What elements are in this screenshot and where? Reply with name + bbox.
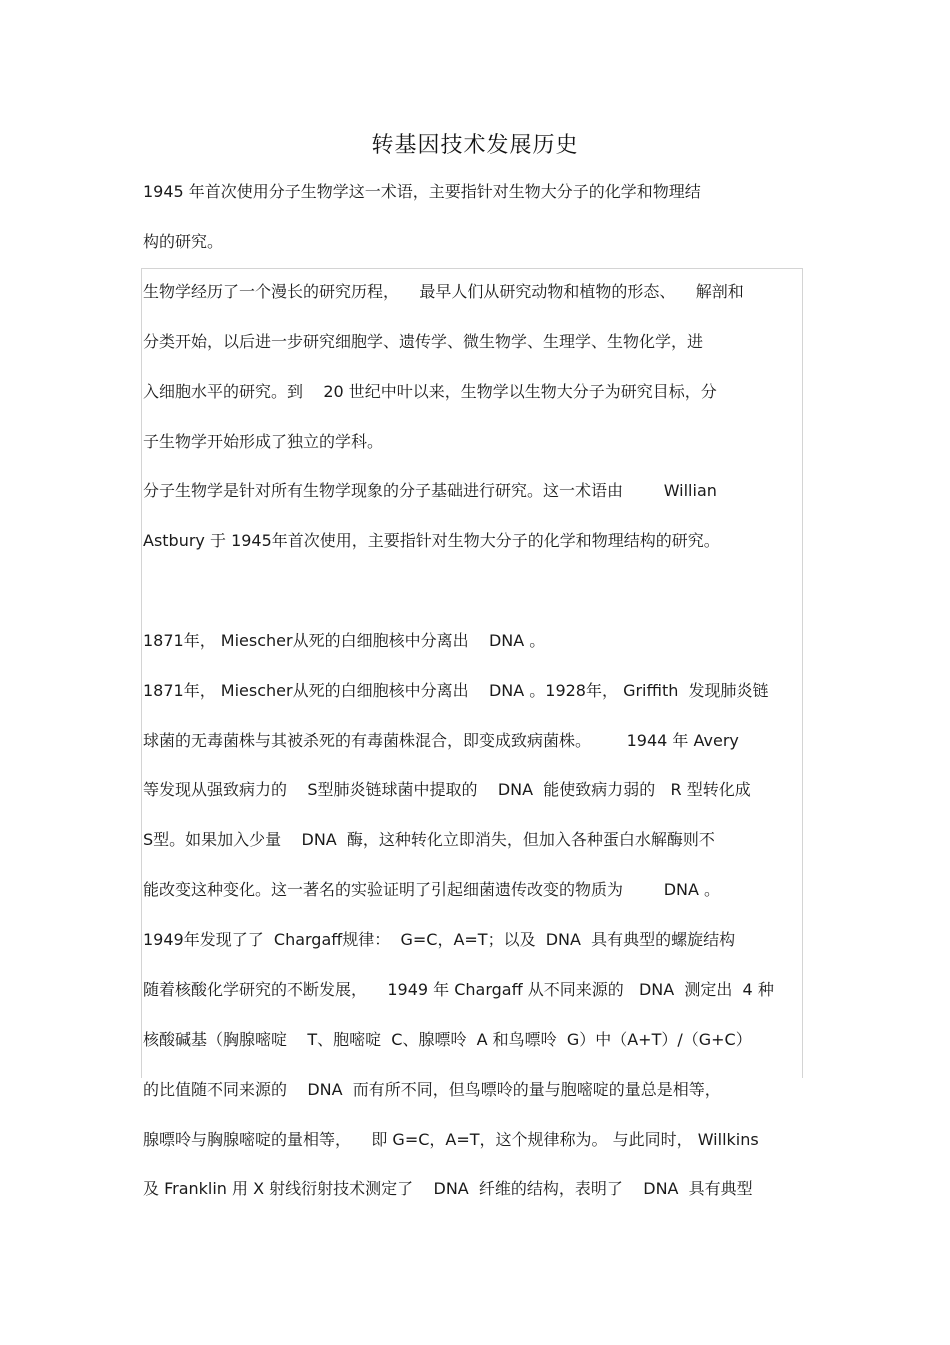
paragraph-line: Astbury 于 1945年首次使用，主要指针对生物大分子的化学和物理结构的研究。 [143, 531, 720, 550]
paragraph-line: 入细胞水平的研究。到 20 世纪中叶以来，生物学以生物大分子为研究目标，分 [143, 382, 717, 401]
paragraph-line: 的比值随不同来源的 DNA 而有所不同，但鸟嘌呤的量与胞嘧啶的量总是相等， [143, 1080, 721, 1099]
paragraph-line: 能改变这种变化。这一著名的实验证明了引起细菌遗传改变的物质为 DNA 。 [143, 880, 721, 899]
paragraph-line: S型。如果加入少量 DNA 酶，这种转化立即消失，但加入各种蛋白水解酶则不 [143, 830, 715, 849]
paragraph-line: 分子生物学是针对所有生物学现象的分子基础进行研究。这一术语由 Willian [143, 481, 717, 500]
paragraph-line: 及 Franklin 用 X 射线衍射技术测定了 DNA 纤维的结构，表明了 DNA 具有典型 [143, 1179, 753, 1198]
paragraph-line: 分类开始，以后进一步研究细胞学、遗传学、微生物学、生理学、生物化学，进 [143, 332, 704, 351]
paragraph-line: 1871年， Miescher从死的白细胞核中分离出 DNA 。 [143, 631, 546, 650]
paragraph-line: 随着核酸化学研究的不断发展， 1949 年 Chargaff 从不同来源的 DNA 测定出 4 种 [143, 980, 774, 999]
paragraph-line: 1945 年首次使用分子生物学这一术语，主要指针对生物大分子的化学和物理结 [143, 182, 701, 201]
paragraph-line: 子生物学开始形成了独立的学科。 [143, 432, 384, 451]
document-title: 转基因技术发展历史 [371, 133, 579, 158]
paragraph-line: 核酸碱基（胸腺嘧啶 T、胞嘧啶 C、腺嘌呤 A 和鸟嘌呤 G）中（A+T）/（G+C） [143, 1030, 752, 1049]
paragraph-line: 构的研究。 [143, 232, 224, 251]
paragraph-line: 1871年， Miescher从死的白细胞核中分离出 DNA 。1928年， Griffith 发现肺炎链 [143, 681, 769, 700]
paragraph-line: 等发现从强致病力的 S型肺炎链球菌中提取的 DNA 能使致病力弱的 R 型转化成 [143, 780, 751, 799]
paragraph-line: 腺嘌呤与胸腺嘧啶的量相等， 即 G=C，A=T，这个规律称为。 与此同时， Willkins [143, 1130, 759, 1149]
paragraph-line: 球菌的无毒菌株与其被杀死的有毒菌株混合，即变成致病菌株。 1944 年 Avery [143, 731, 739, 750]
paragraph-line: 生物学经历了一个漫长的研究历程， 最早人们从研究动物和植物的形态、 解剖和 [143, 282, 744, 301]
paragraph-line: 1949年发现了了 Chargaff规律： G=C，A=T；以及 DNA 具有典型的螺旋结构 [143, 930, 736, 949]
